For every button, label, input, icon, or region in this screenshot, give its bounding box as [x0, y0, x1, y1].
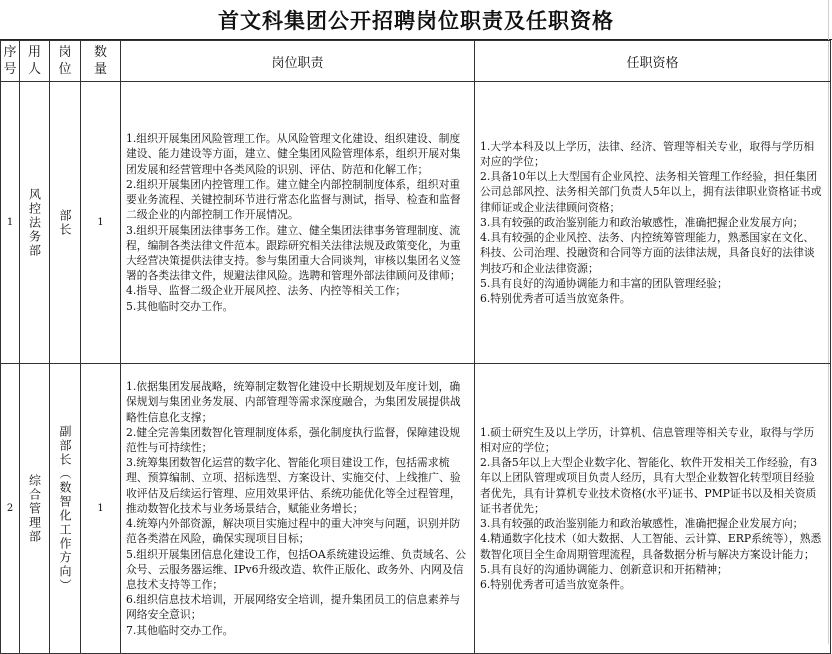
duty-item: 5.其他临时交办工作。: [126, 299, 234, 313]
qual-item: 2.具备5年以上大型企业数字化、智能化、软件开发相关工作经验，有3年以上团队管理或项目负责人经历，具有大型企业数智化转型项目经验者优先，具有计算机专业技术资格(水平)证书、PMP证书以及相关资质证书者优先；: [480, 456, 818, 515]
duty-item: 1.组织开展集团风险管理工作。从风险管理文化建设、组织建设、制度建设、能力建设等方面，建立、健全集团风险管理体系，组织开展对集团发展和经营管理中各类风险的识别、评估、防范和化解工作；: [126, 132, 461, 176]
cell-post[interactable]: 部长: [50, 82, 81, 364]
header-duties[interactable]: 岗位职责: [121, 41, 475, 82]
cell-duties[interactable]: [121, 364, 475, 654]
duty-item: 2.健全完善集团数智化管理制度体系，强化制度执行监督，保障建设规范性与可持续性；: [126, 425, 461, 455]
duty-item: 5.组织开展集团信息化建设工作，包括OA系统建设运维、负责域名、公众号、云服务器运维、IPv6升级改造、软件正版化、政务外、内网及信息技术支持等工作；: [126, 547, 467, 591]
cell-count[interactable]: 1: [81, 364, 121, 654]
header-seq[interactable]: 序 号: [1, 41, 20, 82]
cell-count[interactable]: 1: [81, 82, 121, 364]
cell-dept[interactable]: 风控法务部: [20, 82, 50, 364]
qual-item: 6.特别优秀者可适当放宽条件。: [480, 291, 631, 305]
header-post[interactable]: 岗 位: [50, 41, 81, 82]
duty-item: 1.依据集团发展战略，统筹制定数智化建设中长期规划及年度计划，确保规划与集团业务发展、内部管理等需求深度融合，为集团发展提供战略性信息化支撑；: [126, 380, 461, 424]
cell-dept[interactable]: 综合管理部: [20, 364, 50, 654]
qual-item: 6.特别优秀者可适当放宽条件。: [480, 577, 631, 591]
qual-item: 3.具有较强的政治鉴别能力和政治敏感性，准确把握企业发展方向；: [480, 215, 804, 229]
page-title: 首文科集团公开招聘岗位职责及任职资格: [0, 0, 832, 40]
duty-item: 6.组织信息技术培训，开展网络安全培训，提升集团员工的信息素养与网络安全意识；: [126, 593, 461, 622]
header-dept[interactable]: 用 人: [20, 41, 50, 82]
duty-item: 2.组织开展集团内控管理工作。建立健全内部控制制度体系，组织对重要业务流程、关键控制环节进行常态化监督与测试，指导、检查和监督二级企业的内部控制工作开展情况。: [126, 177, 461, 222]
header-quals[interactable]: 任职资格: [475, 41, 831, 82]
qual-item: 3.具有较强的政治鉴别能力和政治敏感性，准确把握企业发展方向；: [480, 517, 804, 531]
cell-quals[interactable]: [475, 364, 831, 654]
duty-item: 3.统筹集团数智化运营的数字化、智能化项目建设工作，包括需求梳理、预算编制、立项、招标选型、方案设计、实施交付、上线推广、验收评估及后续运行管理、应用效果评估、系统功能优化等全过程管理，推动数智化技术与业务场景结合，赋能业务增长；: [126, 456, 461, 515]
qual-item: 4.具有较强的企业风控、法务、内控统筹管理能力，熟悉国家在文化、科技、公司治理、投融资和合同等方面的法律法规，具备良好的法律谈判技巧和企业法律资源；: [480, 231, 815, 275]
cell-post[interactable]: 副部长（数智化工作方向）: [50, 364, 81, 654]
qual-item: 1.大学本科及以上学历，法律、经济、管理等相关专业，取得与学历相对应的学位；: [480, 139, 815, 169]
table-row: [1, 82, 831, 364]
qual-item: 2.具备10年以上大型国有企业风控、法务相关管理工作经验，担任集团公司总部风控、法务相关部门负责人5年以上，拥有法律职业资格证书或律师证或企业法律顾问资格；: [480, 170, 822, 214]
header-row: [1, 41, 831, 82]
duty-item: 3.组织开展集团法律事务工作。建立、健全集团法律事务管理制度、流程，编制各类法律文件范本。跟踪研究相关法律法规及政策变化，为重大经营决策提供法律支持。参与集团重大合同谈判，审核以集团名义签署的各类法律文件，规避法律风险。选聘和管理外部法律顾问及律师；: [126, 223, 461, 283]
qual-item: 5.具有良好的沟通协调能力和丰富的团队管理经验；: [480, 276, 728, 290]
duty-item: 4.指导、监督二级企业开展风控、法务、内控等相关工作；: [126, 284, 407, 298]
qual-item: 1.硕士研究生及以上学历，计算机、信息管理等相关专业，取得与学历相对应的学位；: [480, 425, 815, 455]
cell-quals[interactable]: [475, 82, 831, 364]
qual-item: 4.精通数字化技术（如大数据、人工智能、云计算、ERP系统等），熟悉数智化项目全生命周期管理流程，具备数据分析与解决方案设计能力；: [480, 532, 822, 561]
duty-item: 4.统筹内外部资源，解决项目实施过程中的重大冲突与问题，识别并防范各类潜在风险，确保实现项目目标；: [126, 517, 461, 546]
header-count[interactable]: 数 量: [81, 41, 121, 82]
duty-item: 7.其他临时交办工作。: [126, 623, 234, 637]
qual-item: 5.具有良好的沟通协调能力、创新意识和开拓精神；: [480, 562, 728, 576]
cell-seq[interactable]: 1: [1, 82, 20, 364]
cell-duties[interactable]: [121, 82, 475, 364]
cell-seq[interactable]: 2: [1, 364, 20, 654]
table-row: [1, 364, 831, 654]
jobs-table: [0, 40, 831, 654]
